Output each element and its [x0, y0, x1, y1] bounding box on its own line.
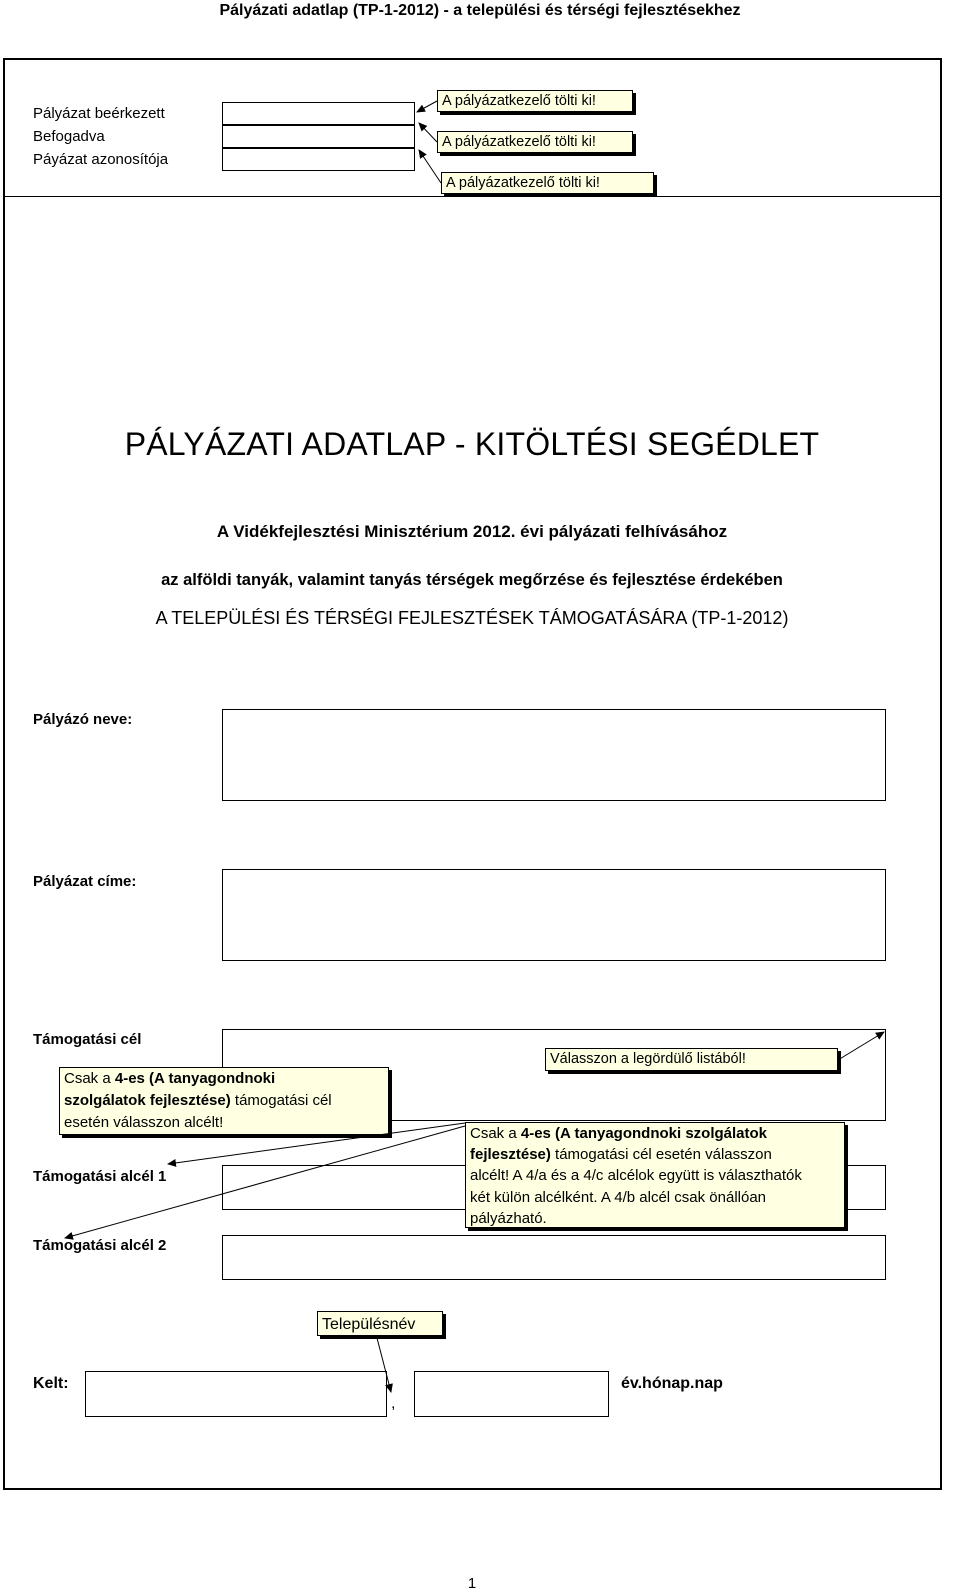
dropdown-hint-note: Válasszon a legördülő listából! — [545, 1048, 838, 1071]
admin-note-1: A pályázatkezelő tölti ki! — [437, 90, 633, 112]
support-goal-label: Támogatási cél — [33, 1031, 142, 1048]
arrow-accepted — [419, 123, 437, 142]
document-header-title: Pályázati adatlap (TP-1-2012) - a települési és térségi fejlesztésekhez — [219, 2, 741, 19]
date-format-hint: év.hónap.nap — [621, 1375, 723, 1392]
settlement-name-note: Településnév — [317, 1311, 443, 1336]
arrow-received — [417, 101, 437, 112]
project-title-label: Pályázat címe: — [33, 873, 137, 890]
application-id-label: Páyázat azonosítója — [33, 151, 169, 168]
arrow-subgoal-2 — [65, 1126, 465, 1238]
subgoal-1-label: Támogatási alcél 1 — [33, 1168, 167, 1185]
subgoal-2-label: Támogatási alcél 2 — [33, 1237, 167, 1254]
subgoal-hint-note-left: Csak a 4-es (A tanyagondnoki szolgálatok fejlesztése) támogatási cél esetén válasszon alcélt! — [59, 1067, 389, 1135]
accepted-label: Befogadva — [33, 128, 105, 145]
date-label: Kelt: — [33, 1375, 69, 1392]
arrow-settlement — [377, 1338, 391, 1392]
arrow-subgoal-1 — [168, 1123, 465, 1164]
form-main-title: PÁLYÁZATI ADATLAP - KITÖLTÉSI SEGÉDLET — [124, 426, 820, 462]
page-number: 1 — [467, 1575, 477, 1592]
admin-note-2: A pályázatkezelő tölti ki! — [437, 131, 633, 153]
applicant-name-label: Pályázó neve: — [33, 711, 133, 728]
ministry-subtitle: A Vidékfejlesztési Minisztérium 2012. évi pályázati felhívásához — [216, 522, 728, 541]
date-comma: , — [391, 1395, 396, 1412]
purpose-subtitle: az alföldi tanyák, valamint tanyás térségek megőrzése és fejlesztése érdekében — [161, 571, 783, 589]
arrow-dropdown — [838, 1032, 884, 1060]
admin-note-3: A pályázatkezelő tölti ki! — [441, 172, 654, 194]
received-label: Pályázat beérkezett — [33, 105, 165, 122]
arrow-id — [419, 150, 441, 183]
subgoal-hint-note-right: Csak a 4-es (A tanyagondnoki szolgálatok fejlesztése) támogatási cél esetén válasszon alcélt! A 4/a és a 4/c alcélok együtt is választhatók két külön alcélként. A 4/b alcél csak önállóan pályázható. — [465, 1122, 845, 1228]
program-subtitle: A TELEPÜLÉSI ÉS TÉRSÉGI FEJLESZTÉSEK TÁMOGATÁSÁRA (TP-1-2012) — [155, 608, 789, 628]
